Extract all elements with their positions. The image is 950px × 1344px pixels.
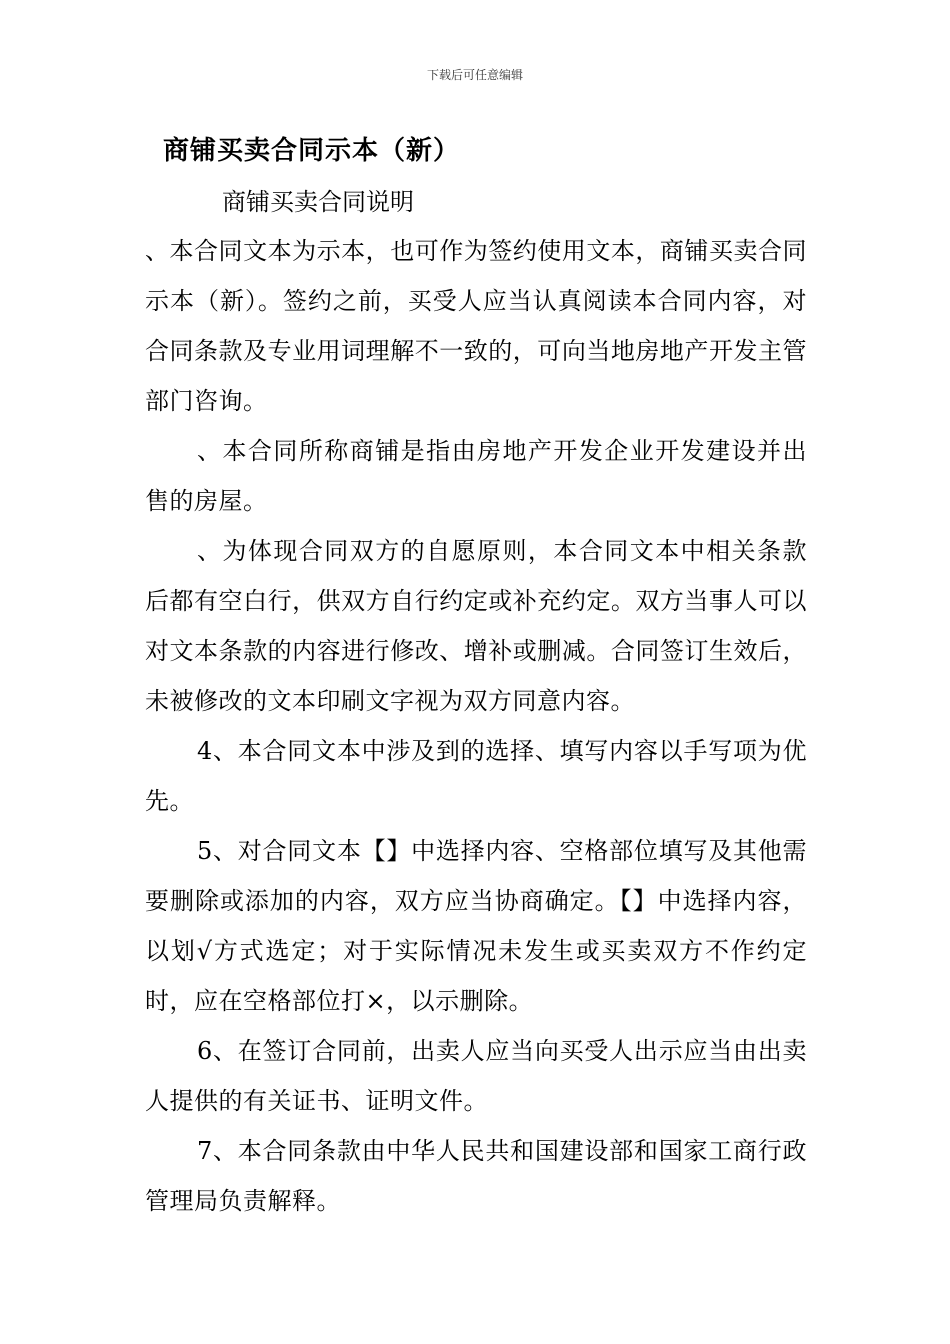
paragraph-6: 6、在签订合同前，出卖人应当向买受人出示应当由出卖人提供的有关证书、证明文件。 (145, 1037, 807, 1115)
paragraph-3: 、为体现合同双方的自愿原则，本合同文本中相关条款后都有空白行，供双方自行约定或补充约定。双方当事人可以对文本条款的内容进行修改、增补或删减。合同签订生效后，未被修改的文本印刷文字视为双方同意内容。 (145, 537, 807, 715)
document-title: 商铺买卖合同示本（新） (163, 136, 461, 166)
paragraph-7: 7、本合同条款由中华人民共和国建设部和国家工商行政管理局负责解释。 (145, 1137, 807, 1215)
paragraph-2: 、本合同所称商铺是指由房地产开发企业开发建设并出售的房屋。 (145, 437, 807, 515)
document-body (145, 226, 807, 1226)
header-note: 下载后可任意编辑 (426, 68, 523, 82)
paragraph-5: 5、对合同文本【】中选择内容、空格部位填写及其他需要删除或添加的内容，双方应当协商确定。【】中选择内容，以划√方式选定；对于实际情况未发生或买卖双方不作约定时，应在空格部位打×，以示删除。 (145, 837, 807, 1015)
paragraph-4: 4、本合同文本中涉及到的选择、填写内容以手写项为优先。 (145, 737, 807, 815)
document-subtitle: 商铺买卖合同说明 (222, 188, 414, 216)
paragraph-1: 、本合同文本为示本，也可作为签约使用文本，商铺买卖合同示本（新）。签约之前，买受人应当认真阅读本合同内容，对合同条款及专业用词理解不一致的，可向当地房地产开发主管部门咨询。 (145, 237, 807, 415)
